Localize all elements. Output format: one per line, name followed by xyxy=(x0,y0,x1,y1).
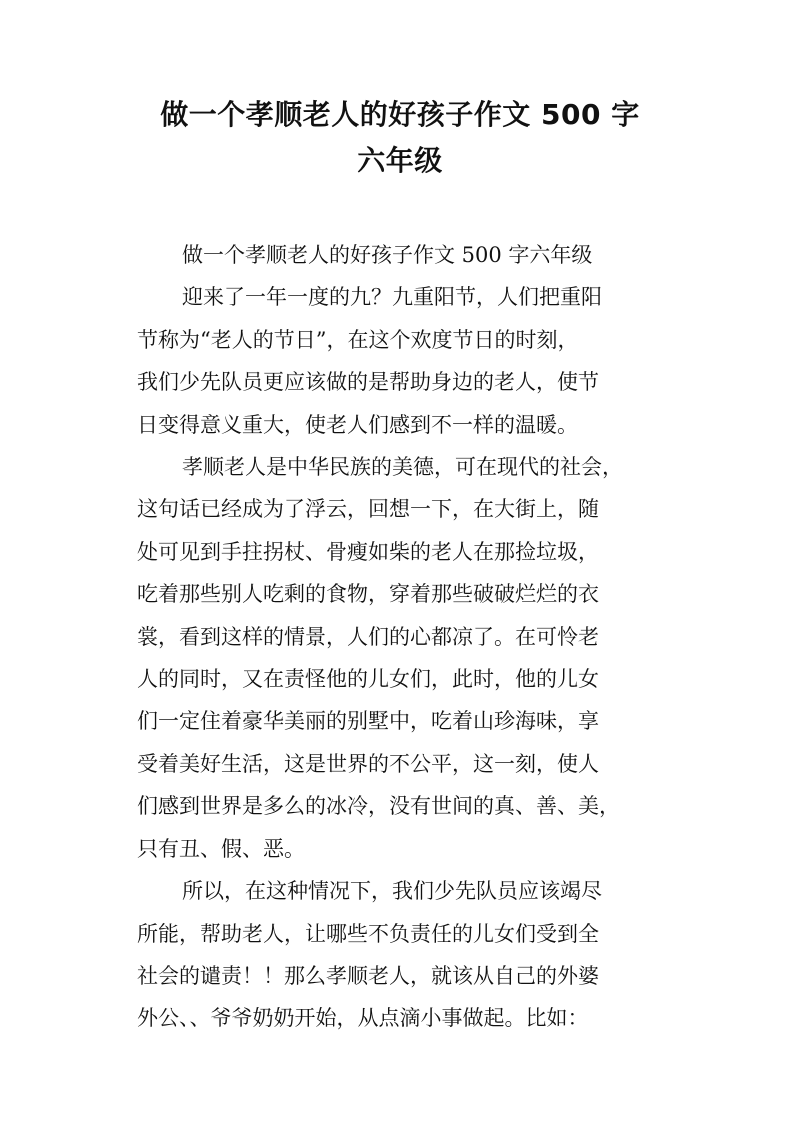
body-line-3: 节称为“老人的节日”，在这个欢度节日的时刻， xyxy=(137,327,579,352)
body-line-15: 只有丑、假、恶。 xyxy=(137,836,305,861)
body-line-4: 我们少先队员更应该做的是帮助身边的老人，使节 xyxy=(137,370,599,395)
body-line-17: 所能，帮助老人，让哪些不负责任的儿女们受到全 xyxy=(137,921,599,946)
body-line-9: 吃着那些别人吃剩的食物，穿着那些破破烂烂的衣 xyxy=(137,582,599,607)
body-line-10: 裳，看到这样的情景，人们的心都凉了。在可怜老 xyxy=(137,624,599,649)
body-line-11: 人的同时，又在责怪他的儿女们，此时，他的儿女 xyxy=(137,667,599,692)
body-line-18: 社会的谴责！！那么孝顺老人，就该从自己的外婆 xyxy=(137,963,599,988)
document-body xyxy=(137,234,677,1040)
body-line-2: 迎来了一年一度的九？九重阳节，人们把重阳 xyxy=(182,285,602,310)
body-line-6: 孝顺老人是中华民族的美德，可在现代的社会， xyxy=(182,455,623,480)
body-line-14: 们感到世界是多么的冰冷，没有世间的真、善、美， xyxy=(137,794,620,819)
body-line-5: 日变得意义重大，使老人们感到不一样的温暖。 xyxy=(137,412,578,437)
document-title xyxy=(0,92,800,184)
body-line-8: 处可见到手拄拐杖、骨瘦如柴的老人在那捡垃圾， xyxy=(137,539,599,564)
body-line-7: 这句话已经成为了浮云，回想一下，在大街上，随 xyxy=(137,497,599,522)
body-line-19: 外公、、爷爷奶奶开始，从点滴小事做起。比如： xyxy=(137,1006,589,1031)
body-line-1: 做一个孝顺老人的好孩子作文 500 字六年级 xyxy=(182,243,593,267)
title-line-1: 做一个孝顺老人的好孩子作文 500 字 xyxy=(160,98,640,131)
body-line-12: 们一定住着豪华美丽的别墅中，吃着山珍海味，享 xyxy=(137,709,599,734)
body-line-16: 所以，在这种情况下，我们少先队员应该竭尽 xyxy=(182,879,602,904)
title-line-2: 六年级 xyxy=(357,144,443,177)
body-line-13: 受着美好生活，这是世界的不公平，这一刻，使人 xyxy=(137,751,599,776)
